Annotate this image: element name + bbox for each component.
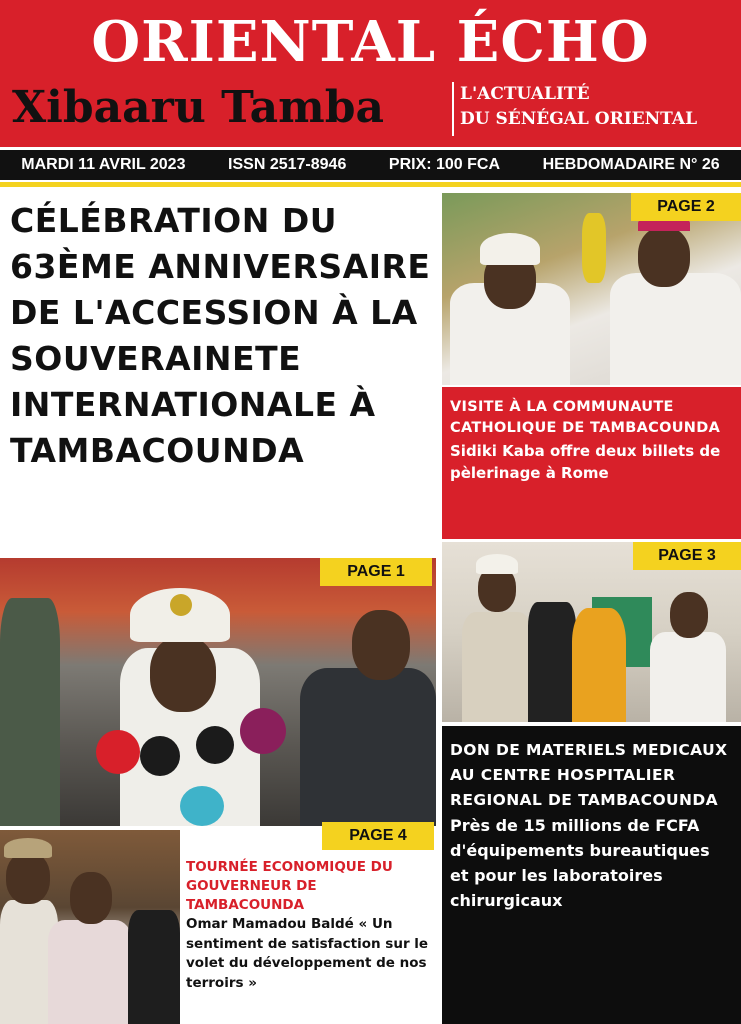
main-headline: CÉLÉBRATION DU 63ÈME ANNIVERSAIRE DE L'ACCESSION À LA SOUVERAINETE INTERNATIONALE À TAMBACOUNDA (10, 201, 431, 470)
article-tournee[interactable] (186, 858, 436, 993)
tagline-line-2: DU SÉNÉGAL ORIENTAL (460, 109, 698, 129)
article-don-deck: Près de 15 millions de FCFA d'équipements bureautiques et pour les laboratoires chirurgicaux (450, 816, 710, 910)
article-visite-kicker: VISITE À LA COMMUNAUTE CATHOLIQUE DE TAMBACOUNDA (450, 399, 721, 436)
article-don[interactable] (442, 726, 741, 1024)
newspaper-title: ORIENTAL ÉCHO (91, 9, 650, 75)
article-tournee-deck: Omar Mamadou Baldé « Un sentiment de satisfaction sur le volet du développement de nos terroirs » (186, 916, 429, 991)
tagline (452, 82, 732, 136)
photo-visit-catholic (442, 193, 741, 385)
article-visite[interactable] (442, 387, 741, 539)
issn: ISSN 2517-8946 (228, 156, 347, 173)
page-2-tag: PAGE 2 (631, 193, 741, 221)
issue-date: MARDI 11 AVRIL 2023 (21, 156, 186, 173)
masthead (0, 0, 741, 147)
photo-tournee (0, 830, 180, 1024)
tagline-line-1: L'ACTUALITÉ (460, 84, 590, 104)
photo-don-materiels (442, 542, 741, 722)
issue-info-bar (0, 150, 741, 180)
page-3-tag: PAGE 3 (633, 542, 741, 570)
page-4-tag: PAGE 4 (322, 822, 434, 850)
photo-ceremony (0, 558, 436, 826)
newspaper-subtitle: Xibaaru Tamba (12, 82, 385, 133)
article-visite-deck: Sidiki Kaba offre deux billets de pèlerinage à Rome (450, 442, 721, 482)
article-tournee-kicker: TOURNÉE ECONOMIQUE DU GOUVERNEUR DE TAMBACOUNDA (186, 859, 393, 913)
divider-line (0, 182, 741, 187)
price: PRIX: 100 FCA (388, 156, 501, 173)
page-1-tag: PAGE 1 (320, 558, 432, 586)
issue-number: HEBDOMADAIRE N° 26 (542, 156, 720, 173)
article-don-kicker: DON DE MATERIELS MEDICAUX AU CENTRE HOSPITALIER REGIONAL DE TAMBACOUNDA (450, 741, 728, 809)
